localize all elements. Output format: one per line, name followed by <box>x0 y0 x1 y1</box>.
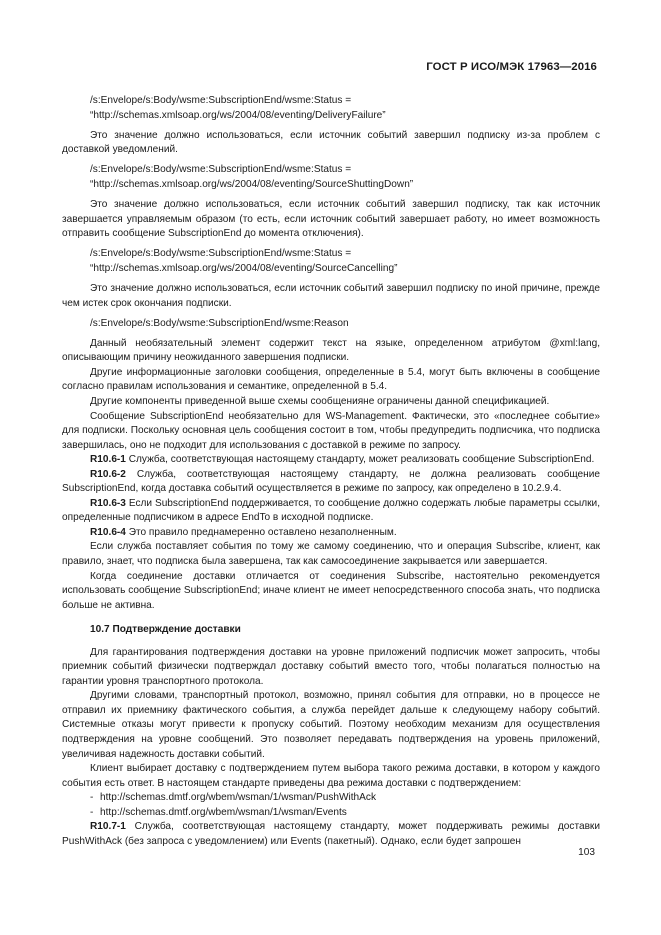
list-item <box>62 806 600 821</box>
requirement <box>62 453 600 468</box>
requirement <box>62 820 600 849</box>
requirement-text: Служба, соответствующая настоящему стандарту, может поддерживать режимы доставки PushWithAck (без запроса с уведомлением) или Events (пакетный). Однако, если будет запрошен <box>62 821 600 847</box>
page-number: 103 <box>578 847 595 858</box>
code-line: /s:Envelope/s:Body/wsme:SubscriptionEnd/wsme:Status = <box>90 95 352 106</box>
code-line: /s:Envelope/s:Body/wsme:SubscriptionEnd/wsme:Status = <box>90 164 352 176</box>
code-line: /s:Envelope/s:Body/wsme:SubscriptionEnd/wsme:Status = <box>90 248 352 260</box>
requirement-label: R10.6-3 <box>90 497 126 509</box>
requirement <box>62 497 600 526</box>
requirement-label: R10.7-1 <box>90 821 126 833</box>
requirement-label: R10.6-2 <box>90 468 126 480</box>
paragraph: Другие компоненты приведенной выше схемы сообщенияне ограничены данной спецификацией. <box>90 396 550 407</box>
code-line: “http://schemas.xmlsoap.org/ws/2004/08/eventing/DeliveryFailure” <box>90 109 386 121</box>
paragraph: Данный необязательный элемент содержит текст на языке, определенном атрибутом @xml:lang, описывающим причину неожиданного завершения подписки. <box>62 337 600 364</box>
requirement-text: Служба, соответствующая настоящему стандарту, может реализовать сообщение SubscriptionEnd. <box>125 454 595 466</box>
requirement-label: R10.6-4 <box>90 526 126 538</box>
requirement <box>62 526 600 541</box>
code-line: “http://schemas.xmlsoap.org/ws/2004/08/eventing/SourceShuttingDown” <box>90 178 414 190</box>
paragraph: Другие информационные заголовки сообщения, определенные в 5.4, могут быть включены в сообщение согласно правилам использования и семантике, определенной в 5.4. <box>62 366 600 393</box>
requirement-text: Служба, соответствующая настоящему стандарту, не должна реализовать сообщение SubscriptionEnd, когда доставка событий осуществляется в режиме по запросу, как определено в 10.2.9.4. <box>62 468 600 495</box>
document-header: ГОСТ Р ИСО/МЭК 17963—2016 <box>426 61 597 73</box>
paragraph: Для гарантирования подтверждения доставки на уровне приложений подписчик может запросить, чтобы приемник событий физически подтверждал доставку событий вместо того, чтобы полагаться полностью на гарантии уровня транспортного протокола. <box>62 646 600 687</box>
paragraph: Это значение должно использоваться, если источник событий завершил подписку, так как источник завершается управляемым образом (то есть, если источник событий завершает работу, но имеет возможность отправить сообщение SubscriptionEnd до момента отключения). <box>62 199 600 240</box>
requirement-text: Это правило преднамеренно оставлено незаполненным. <box>125 526 397 538</box>
list-item-text: http://schemas.dmtf.org/wbem/wsman/1/wsman/PushWithAck <box>100 792 376 804</box>
paragraph: Клиент выбирает доставку с подтверждением путем выбора такого режима доставки, в котором у каждого события есть ответ. В настоящем стандарте приведены два режима доставки с подтверждением: <box>62 763 600 789</box>
paragraph: Другими словами, транспортный протокол, возможно, принял события для отправки, но в процессе не отправил их приемнику фактического события, а служба перейдет дальше к следующему набору событий. Системные отказы могут привести к пропуску событий. Поэтому необходим механизм для осуществления подтверждения на уровне сообщений. Это позволяет передавать подтверждения на уровень приложений, увеличивая надежность доставки событий. <box>62 690 600 760</box>
list-bullet: - <box>90 806 94 818</box>
paragraph: Если служба поставляет события по тому же самому соединению, что и операция Subscribe, клиент, как правило, знает, что подписка была завершена, так как самосоединение закрывается или завершается. <box>62 541 600 568</box>
list-item <box>62 791 600 806</box>
list-item-text: http://schemas.dmtf.org/wbem/wsman/1/wsman/Events <box>100 806 347 818</box>
paragraph: Когда соединение доставки отличается от соединения Subscribe, настоятельно рекомендуется использовать сообщение SubscriptionEnd; иначе клиент не имеет непосредственного способа знать, что подписка больше не активна. <box>62 570 600 611</box>
paragraph: Сообщение SubscriptionEnd необязательно для WS-Management. Фактически, это «последнее событие» для подписки. Поскольку основная цель сообщения состоит в том, чтобы предупредить подписчика, что подписка завершилась, оно не подходит для использования с доставкой в режиме по запросу. <box>62 410 600 451</box>
requirement-text: Если SubscriptionEnd поддерживается, то сообщение должно содержать любые параметры ссылки, определенные подписчиком в адресе EndTo в исходной подписке. <box>62 497 600 524</box>
list-bullet: - <box>90 792 94 804</box>
paragraph: Это значение должно использоваться, если источник событий завершил подписку из-за проблем с доставкой уведомлений. <box>62 129 600 156</box>
paragraph: Это значение должно использоваться, если источник событий завершил подписку по иной причине, прежде чем истек срок окончания подписки. <box>62 282 600 309</box>
code-line: /s:Envelope/s:Body/wsme:SubscriptionEnd/wsme:Reason <box>90 317 349 329</box>
code-line: “http://schemas.xmlsoap.org/ws/2004/08/eventing/SourceCancelling” <box>90 262 398 274</box>
document-body <box>62 94 600 849</box>
section-heading: 10.7 Подтверждение доставки <box>90 624 241 636</box>
requirement <box>62 468 600 497</box>
requirement-label: R10.6-1 <box>90 454 126 466</box>
